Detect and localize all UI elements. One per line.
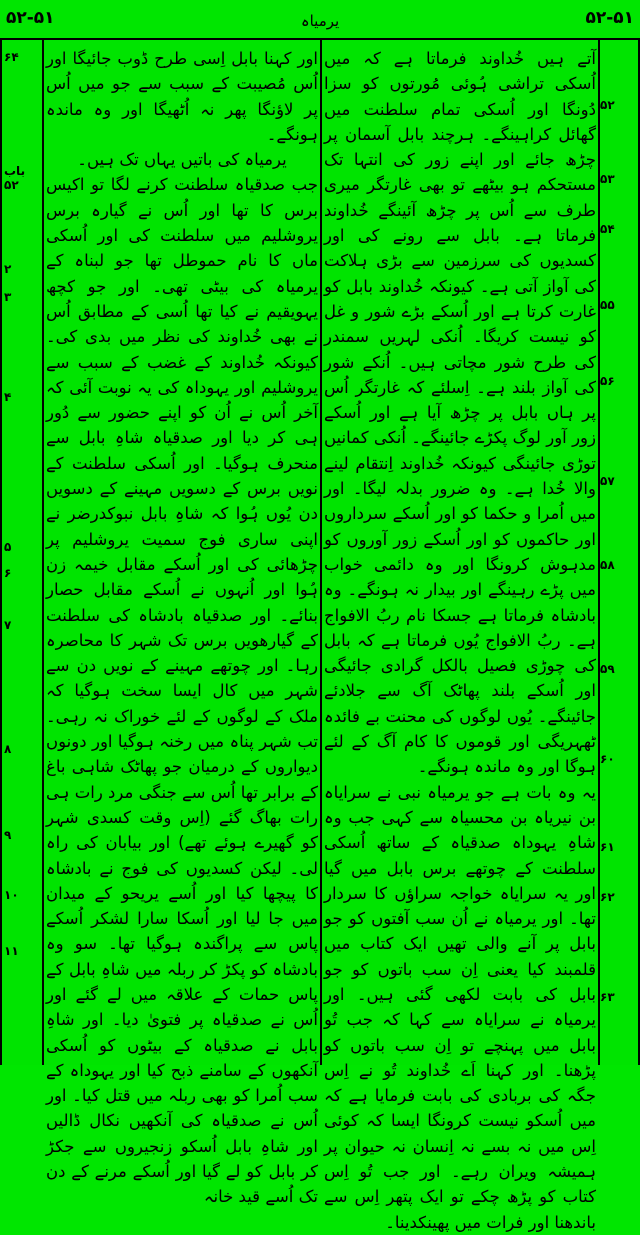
verse-number: ۵۸ — [600, 558, 615, 572]
verse-number: ۷ — [4, 618, 12, 632]
verse-number: ۲ — [4, 262, 12, 276]
verse-number: ۱۰ — [4, 888, 19, 902]
paragraph: جب صدقیاہ سلطنت کرنے لگا تو اکیس برس کا تھا اور اُس نے گیارہ برس یروشلیم میں سلطنت کی اور اُسکی ماں کا نام حموطل تھا جو لبناہ کے یرمیاہ کی بیٹی تھی۔ اور جو کچھ یہویقیم نے کیا تھا اُسی کے مطابق اُس نے بھی خُداوند کی نظر میں بدی کی۔ کیونکہ خُداوند کے غضب کے سبب سے یروشلیم اور یہوداہ کی یہ نوبت آئی کہ آخر اُس نے اُن کو اپنے حضور سے دُور ہی کر دیا اور صدقیاہ شاہِ بابل سے منحرف ہوگیا۔ اور اُسکی سلطنت کے نویں برس کے دسویں مہینے کے دسویں دن یُوں ہُوا کہ شاہِ بابل نبوکدرضر نے اپنی ساری فوج سمیت یروشلیم پر چڑھائی کی اور اُسکے مقابل خیمہ زن ہُوا اور اُنہوں نے اُسکے مقابل حصار بنائے۔ اور صدقیاہ بادشاہ کی سلطنت کے گیارھویں برس تک شہر کا محاصرہ رہا۔ اور چوتھے مہینے کے نویں دن سے شہر میں کال ایسا سخت ہوگیا کہ ملک کے لوگوں کے لئے خوراک نہ رہی۔ تب شہر پناہ میں رخنہ ہوگیا اور دونوں دیواروں کے درمیان جو پھاٹک شاہی باغ کے برابر تھا اُس سے جنگی مرد رات ہی رات بھاگ گئے (اِس وقت کسدی شہر کو گھیرے ہوئے تھے) اور بیابان کی راہ لی۔ لیکن کسدیوں کی فوج نے بادشاہ کا پیچھا کیا اور اُسے یریحو کے میدان میں جا لیا اور اُسکا سارا لشکر اُسکے پاس سے پراگندہ ہوگیا تھا۔ سو وہ بادشاہ کو پکڑ کر ربلہ میں شاہِ بابل کے پاس حمات کے علاقہ میں لے گئے اور اُس نے صدقیاہ پر فتویٰ دیا۔ اور شاہِ بابل نے صدقیاہ کے بیٹوں کو اُسکی آنکھوں کے سامنے ذبح کیا اور یہوداہ کے سب اُمرا کو بھی ربلہ میں قتل کیا۔ اور اُس نے صدقیاہ کی آنکھیں نکال ڈالیں اور شاہِ بابل اُسکو زنجیروں سے جکڑ کر بابل کو لے گیا اور اُسکے مرنے کے دن تک اُسے قید خانہ — [46, 175, 318, 1207]
two-column-frame — [0, 40, 640, 1232]
verse-number: ۵۴ — [600, 222, 615, 236]
page-number-right: ۵۲-۵۱ — [585, 8, 634, 28]
verse-number: ۶ — [4, 566, 12, 580]
paragraph: آتے ہیں خُداوند فرماتا ہے کہ میں اُسکی تراشی ہُوئی مُورتوں کو سزا دُونگا اور اُسکی تمام سلطنت میں گھائل کراہینگے۔ ہرچند بابل آسمان پر چڑھ جائے اور اپنے زور کی انتہا تک مستحکم ہو بیٹھے تو بھی غارتگر میری طرف سے اُس پر چڑھ آئینگے خُداوند فرماتا ہے۔ بابل سے رونے کی اور کسدیوں کی سرزمین سے بڑی ہلاکت کی آواز آتی ہے۔ کیونکہ خُداوند بابل کو غارت کرتا ہے اور اُسکے بڑے شور و غل کو نیست کریگا۔ اُنکی لہریں سمندر کی طرح شور مچاتی ہیں۔ اُنکے شور کی آواز بلند ہے۔ اِسلئے کہ غارتگر اُس پر ہاں بابل پر چڑھ آیا ہے اور اُسکے زور آور لوگ پکڑے جائینگے۔ اُنکی کمانیں توڑی جائینگی کیونکہ خُداوند اِنتقام لینے والا خُدا ہے۔ وہ ضرور بدلہ لیگا۔ اور میں اُمرا و حکما کو اور اُسکے سرداروں اور حاکموں کو اور اُسکے زور آوروں کو مدہوش کرونگا اور وہ دائمی خواب میں پڑے رہینگے اور بیدار نہ ہونگے۔ وہ بادشاہ فرماتا ہے جسکا نام ربُ الافواج ہے۔ ربُ الافواج یُوں فرماتا ہے کہ بابل کی چوڑی فصیل بالکل گرادی جائیگی اور اُسکے بلند پھاٹک آگ سے جلادئے جائینگے۔ یُوں لوگوں کی محنت بے فائدہ ٹھہریگی اور قوموں کا کام آگ کے لئے ہوگا اور وہ ماندہ ہونگے۔ — [324, 49, 596, 777]
verse-number: ۵۲ — [600, 98, 615, 112]
verse-number: ۴ — [4, 390, 12, 404]
verse-number: ۸ — [4, 742, 12, 756]
verse-number: ۵ — [4, 540, 12, 554]
verse-number: ۶۲ — [600, 890, 615, 904]
page-number-left: ۵۲-۵۱ — [6, 8, 55, 28]
paragraph: یرمیاہ کی باتیں یہاں تک ہیں۔ — [77, 150, 287, 170]
chapter-number: باب ۵۲ — [4, 164, 26, 192]
verse-number: ۳ — [4, 290, 12, 304]
verse-number: ۱۱ — [4, 944, 19, 958]
book-title: یرمیاہ — [300, 12, 340, 30]
verse-number: ۶۱ — [600, 840, 615, 854]
verse-number: ۵۹ — [600, 662, 615, 676]
verse-number: ۵۳ — [600, 172, 615, 186]
page-header — [0, 0, 640, 40]
rule-left-margin — [42, 40, 44, 1065]
right-column-text — [324, 46, 596, 1235]
column-divider — [320, 40, 322, 1065]
verse-number: ۵۶ — [600, 374, 615, 388]
paragraph: یہ وہ بات ہے جو یرمیاہ نبی نے سرایاہ بن نیریاہ بن محسیاہ سے کہی جب وہ شاہِ یہوداہ صدقیاہ کے ساتھ اُسکی سلطنت کے چوتھے برس بابل میں گیا اور یہ سرایاہ خواجہ سراؤں کا سردار تھا۔ اور یرمیاہ نے اُن سب آفتوں کو جو بابل پر آنے والی تھیں ایک کتاب میں قلمبند کیا یعنی اِن سب باتوں کو جو بابل کی بابت لکھی گئی ہیں۔ اور یرمیاہ نے سرایاہ سے کہا کہ جب تُو بابل میں پہنچے تو اِن سب باتوں کو پڑھنا۔ اور کہنا اَے خُداوند تُو نے اِس جگہ کی بربادی کی بابت فرمایا ہے کہ میں اُسکو نیست کرونگا ایسا کہ کوئی اِس میں نہ بسے نہ اِنسان نہ حیوان پر ہمیشہ ویران رہے۔ اور جب تُو اِس کتاب کو پڑھ چکے تو ایک پتھر اِس سے باندھنا اور فرات میں پھینکدینا۔ — [324, 782, 596, 1232]
verse-number: ۹ — [4, 828, 12, 842]
verse-number: ۶۴ — [4, 50, 19, 64]
paragraph: اور کہنا بابل اِسی طرح ڈوب جائیگا اور اُس مُصیبت کے سبب سے جو میں اُس پر لاؤنگا پھر نہ اُٹھیگا اور وہ ماندہ ہونگے۔ — [46, 49, 318, 144]
rule-right-margin — [598, 40, 600, 1065]
verse-number: ۶۳ — [600, 990, 615, 1004]
verse-number: ۶۰ — [600, 752, 615, 766]
verse-number: ۵۵ — [600, 298, 615, 312]
rule-left-edge — [0, 40, 2, 1065]
verse-number: ۵۷ — [600, 474, 615, 488]
left-column-text — [46, 46, 318, 1210]
